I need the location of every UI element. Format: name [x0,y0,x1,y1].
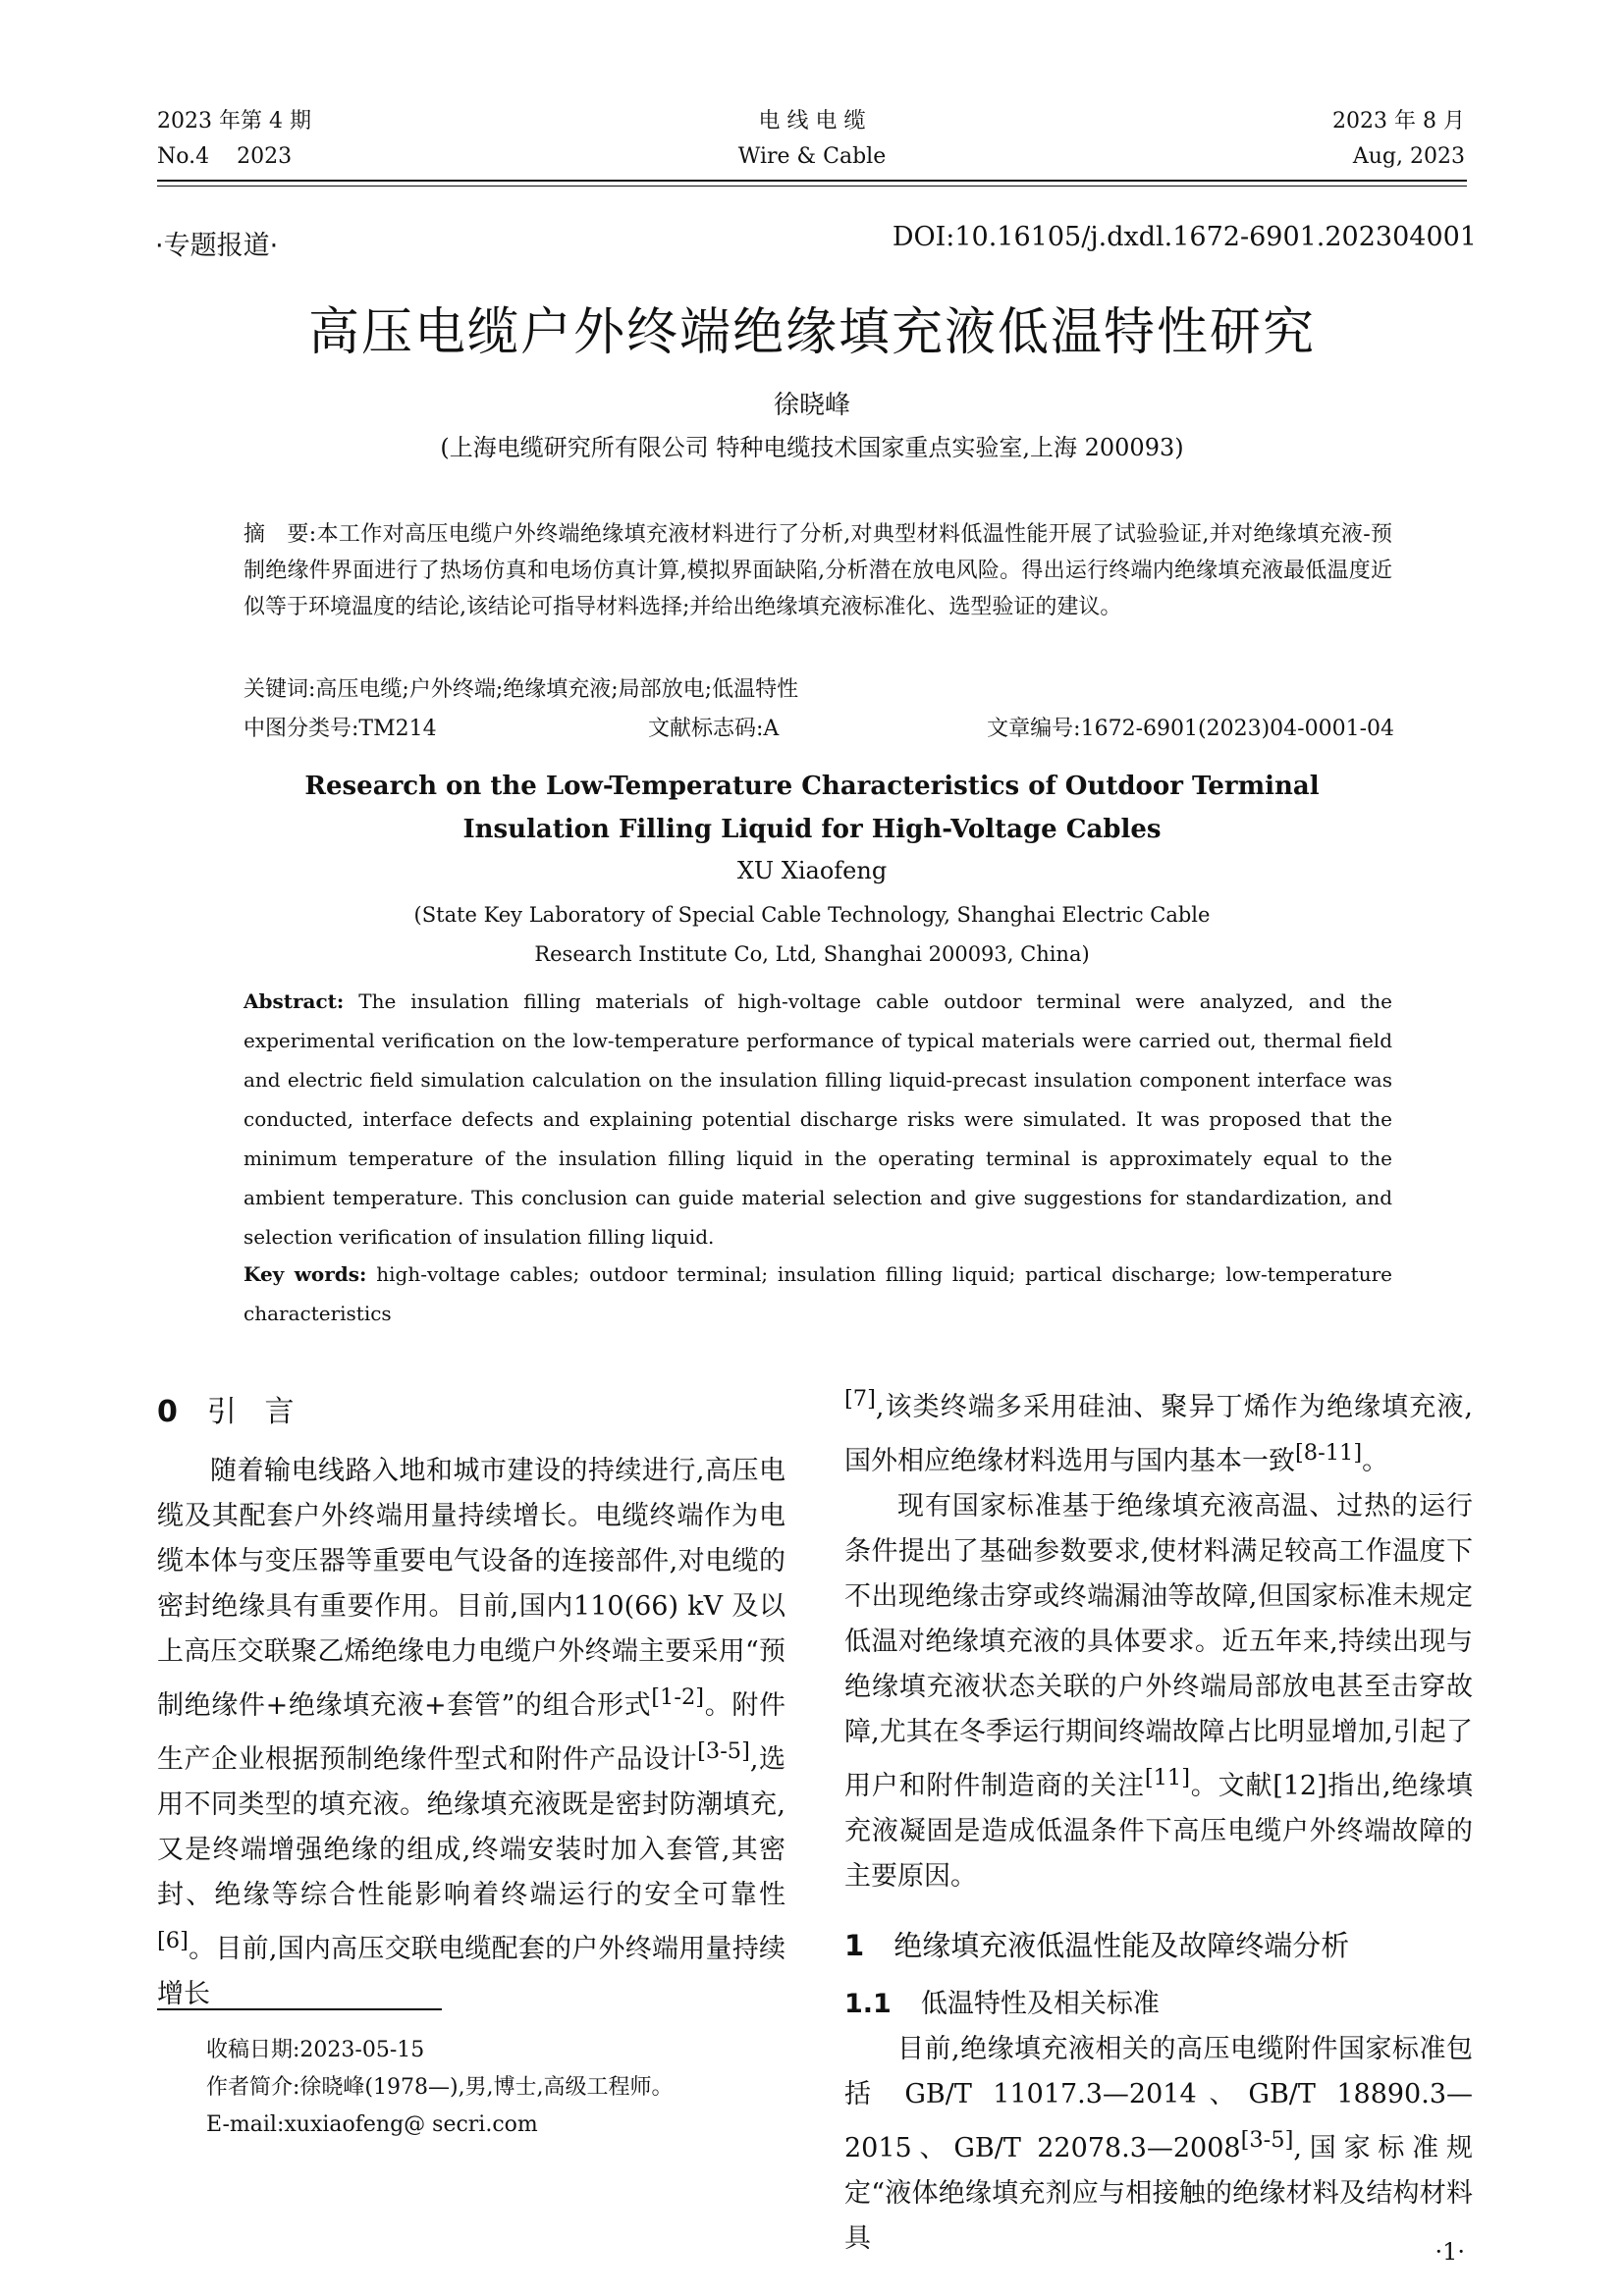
citation: [8-11] [1295,1440,1363,1466]
en-abstract-text: The insulation filling materials of high-voltage cable outdoor terminal were analyzed, and the experimental verification on the low-temperature performance of typical materials were carried out, thermal field and electric field simulation calculation on the insulation filling liquid-precast insulation component interface was conducted, interface defects and explaining potential discharge risks were simulated. It was proposed that the minimum temperature of the insulation filling liquid in the operating terminal is approximately equal to the ambient temperature. This conclusion can guide material selection and give suggestions for standardization, and selection verification of insulation filling liquid. [244,989,1392,1249]
footnote-rule [157,2008,442,2010]
section-tag: ·专题报道· [155,231,279,261]
paragraph-text: 。文献[12]指出,绝缘填充液凝固是造成低温条件下高压电缆户外终端故障的主要原因。 [844,1771,1474,1892]
en-keywords-text: high-voltage cables; outdoor terminal; insulation filling liquid; partical discharge; low-temperature characteristics [244,1262,1392,1325]
paragraph-text: ,国家标准规定“液体绝缘填充剂应与相接触的绝缘材料及结构材料具 [844,2133,1473,2254]
author-email: E-mail:xuxiaofeng@ secri.com [206,2112,538,2137]
paragraph [844,1484,1473,1899]
section-0-title: 引 言 [206,1395,295,1429]
cn-author: 徐晓峰 [773,391,850,420]
cn-affiliation: (上海电缆研究所有限公司 特种电缆技术国家重点实验室,上海 200093) [440,434,1184,461]
paragraph-text: 。目前,国内高压交联电缆配套的户外终端用量持续增长 [157,1934,785,2009]
paragraph [157,1449,785,2017]
clc-number: 中图分类号:TM214 [244,717,437,741]
en-keywords [244,1255,1392,1333]
header-date-en: Aug, 2023 [1352,144,1465,169]
citation: [3-5] [697,1738,750,1764]
doi: DOI:10.16105/j.dxdl.1672-6901.202304001 [892,222,1477,252]
citation: [7] [844,1386,876,1412]
paragraph-text: ,选用不同类型的填充液。绝缘填充液既是密封防潮填充,又是终端增强绝缘的组成,终端安装时加入套管,其密封、绝缘等综合性能影响着终端运行的安全可靠性 [157,1744,785,1910]
section-1-1-heading [844,1982,1473,2027]
en-affiliation-line1: (State Key Laboratory of Special Cable Technology, Shanghai Electric Cable [413,903,1211,927]
document-code: 文献标志码:A [648,717,780,741]
header-journal-en: Wire & Cable [737,144,887,169]
cn-abstract [244,516,1392,625]
header-issue-cn: 2023 年第 4 期 [157,109,311,133]
paragraph-text: 。附件生产企业根据预制绝缘件型式和附件产品设计 [157,1690,785,1775]
cn-keywords-text: 高压电缆;户外终端;绝缘填充液;局部放电;低温特性 [315,677,799,702]
header-issue-en: No.4 2023 [157,144,293,169]
paragraph [844,2027,1473,2262]
citation: [1-2] [651,1684,705,1710]
cn-title: 高压电缆户外终端绝缘填充液低温特性研究 [307,303,1316,362]
section-0-heading [157,1390,785,1435]
header-date-cn: 2023 年 8 月 [1332,109,1465,133]
en-author: XU Xiaofeng [736,857,888,884]
section-1-1-title: 低温特性及相关标准 [920,1989,1160,2019]
cn-abstract-label: 摘 要: [244,522,317,547]
page-number: ·1· [1435,2238,1465,2266]
paragraph-text: 现有国家标准基于绝缘填充液高温、过热的运行条件提出了基础参数要求,使材料满足较高工作温度下不出现绝缘击穿或终端漏油等故障,但国家标准未规定低温对绝缘填充液的具体要求。近五年来,持续出现与绝缘填充液状态关联的户外终端局部放电甚至击穿故障,尤其在冬季运行期间终端故障占比明显增加,引起了用户和附件制造商的关注 [844,1491,1473,1801]
paragraph-text: 随着输电线路入地和城市建设的持续进行,高压电缆及其配套户外终端用量持续增长。电缆终端作为电缆本体与变压器等重要电气设备的连接部件,对电缆的密封绝缘具有重要作用。目前,国内110(66) kV 及以上高压交联聚乙烯绝缘电力电缆户外终端主要采用“预制绝缘件+绝缘填充液+套管”的组合形式 [157,1456,785,1721]
en-affiliation-line2: Research Institute Co, Ltd, Shanghai 200093, China) [534,942,1090,966]
header-rule-thin [157,186,1467,187]
citation: [11] [1144,1765,1190,1790]
cn-keywords-label: 关键词: [244,677,316,702]
body-column-left [157,1390,785,2017]
section-1-1-number: 1.1 [844,1989,892,2019]
paragraph-continued [844,1376,1473,1484]
en-abstract-label: Abstract: [244,989,345,1013]
section-1-title: 绝缘填充液低温性能及故障终端分析 [893,1929,1350,1962]
header-rule [157,180,1467,182]
paragraph-text: ,该类终端多采用硅油、聚异丁烯作为绝缘填充液,国外相应绝缘材料选用与国内基本一致 [844,1392,1473,1476]
en-title-line1: Research on the Low-Temperature Characteristics of Outdoor Terminal [304,772,1320,801]
section-1-heading [844,1923,1473,1968]
paragraph-text: 目前,绝缘填充液相关的高压电缆附件国家标准包括 GB/T 11017.3—2014、GB/T 18890.3—2015、GB/T 22078.3—2008 [844,2034,1473,2163]
article-number: 文章编号:1672-6901(2023)04-0001-04 [987,717,1394,741]
footnotes [206,2032,674,2144]
section-0-number: 0 [157,1395,178,1429]
header-date [1332,104,1465,175]
cn-keywords [244,675,1392,705]
header-journal-cn: 电 线 电 缆 [758,109,866,133]
author-bio: 作者简介:徐晓峰(1978—),男,博士,高级工程师。 [206,2075,674,2100]
citation: [3-5] [1240,2127,1294,2153]
en-keywords-label: Key words: [244,1262,367,1286]
en-title-line2: Insulation Filling Liquid for High-Voltage Cables [462,815,1162,844]
citation: [6] [157,1928,189,1953]
paragraph-text: 。 [1362,1446,1389,1476]
body-column-right [844,1376,1473,2262]
cn-abstract-text: 本工作对高压电缆户外终端绝缘填充液材料进行了分析,对典型材料低温性能开展了试验验证,并对绝缘填充液-预制绝缘件界面进行了热场仿真和电场仿真计算,模拟界面缺陷,分析潜在放电风险。得出运行终端内绝缘填充液最低温度近似等于环境温度的结论,该结论可指导材料选择;并给出绝缘填充液标准化、选型验证的建议。 [244,522,1392,619]
en-abstract [244,982,1392,1256]
section-1-number: 1 [844,1929,865,1962]
received-date: 收稿日期:2023-05-15 [206,2038,425,2062]
